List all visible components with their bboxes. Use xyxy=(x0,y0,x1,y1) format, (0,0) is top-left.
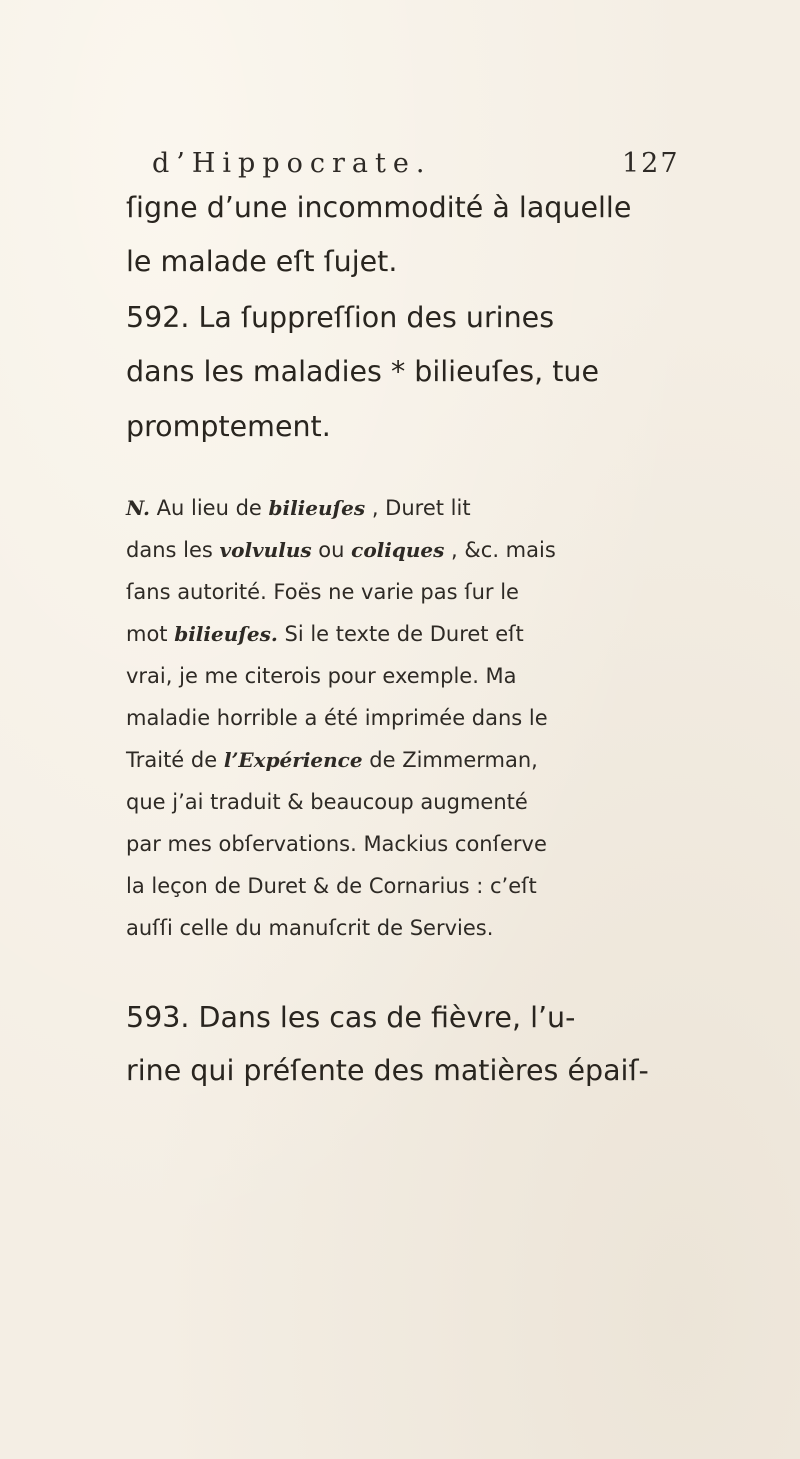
note-italic: bilieuſes. xyxy=(174,622,278,646)
note-line xyxy=(126,622,746,646)
text-line: ſigne d’une incommodité à laquelle xyxy=(126,191,632,224)
note-text: , Duret lit xyxy=(365,496,471,520)
note-italic: coliques xyxy=(351,538,445,562)
paragraph-592-line: promptement. xyxy=(126,410,331,443)
note-text: Si le texte de Duret eſt xyxy=(277,622,524,646)
note-line: maladie horrible a été imprimée dans le xyxy=(126,706,548,730)
running-head-title: d’Hippocrate. xyxy=(152,148,432,179)
note-marker: N. xyxy=(126,496,150,520)
note-italic: bilieuſes xyxy=(268,496,366,520)
page-number: 127 xyxy=(622,148,680,179)
paragraph-592-line: dans les maladies * bilieuſes, tue xyxy=(126,355,600,388)
note-line: auſſi celle du manuſcrit de Servies. xyxy=(126,916,494,940)
note-line: vrai, je me citerois pour exemple. Ma xyxy=(126,664,517,688)
paragraph-593-line: rine qui préſente des matières épaiſ- xyxy=(126,1054,649,1087)
note-line: que j’ai traduit & beaucoup augmenté xyxy=(126,790,528,814)
note-text: Traité de xyxy=(126,748,224,772)
note-line: la leçon de Duret & de Cornarius : c’eſt xyxy=(126,874,537,898)
note-line xyxy=(126,538,746,562)
note-line xyxy=(126,496,746,520)
note-line: par mes obſervations. Mackius conſerve xyxy=(126,832,547,856)
text-line: le malade eſt ſujet. xyxy=(126,245,398,278)
note-text: mot xyxy=(126,622,175,646)
running-head xyxy=(152,148,752,188)
note-italic: l’Expérience xyxy=(223,748,363,772)
note-italic: volvulus xyxy=(219,538,312,562)
note-text: de Zimmerman, xyxy=(362,748,538,772)
note-line: ſans autorité. Foës ne varie pas ſur le xyxy=(126,580,519,604)
paragraph-592-line: 592. La ſuppreſſion des urines xyxy=(126,301,555,334)
paragraph-593-line: 593. Dans les cas de fièvre, l’u- xyxy=(126,1001,576,1034)
note-text: dans les xyxy=(126,538,220,562)
note-line xyxy=(126,748,746,772)
note-text: ou xyxy=(311,538,352,562)
note-text: , &c. mais xyxy=(444,538,556,562)
note-text: Au lieu de xyxy=(149,496,269,520)
